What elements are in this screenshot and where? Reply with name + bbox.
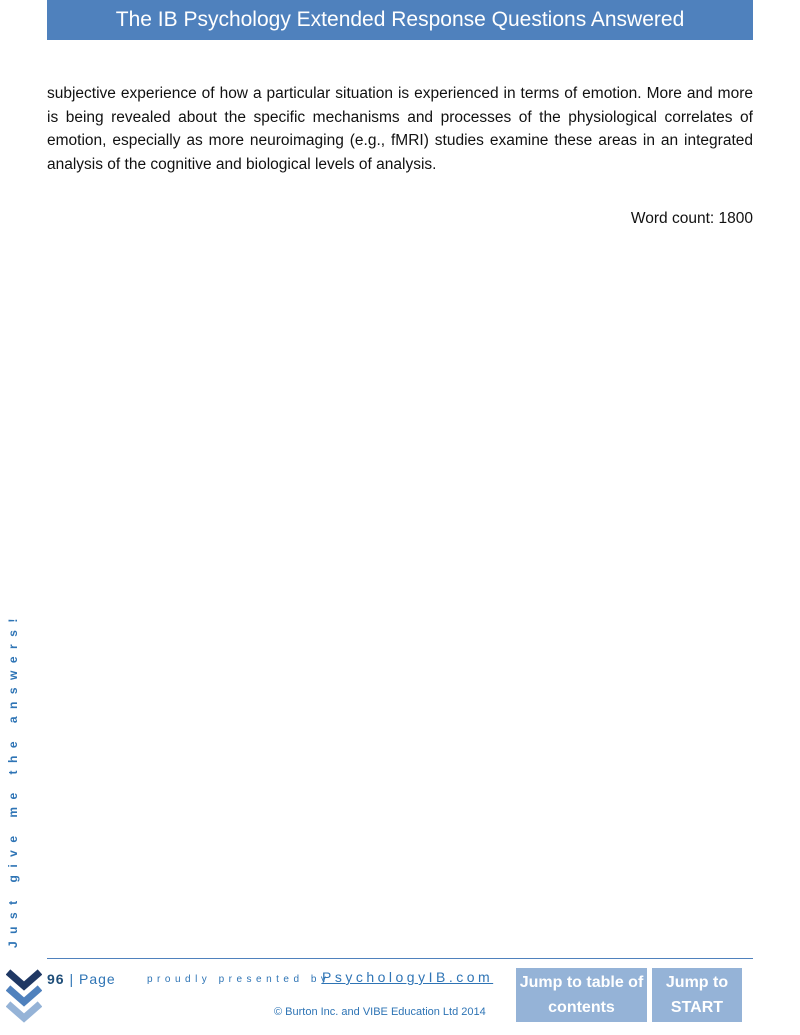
side-tagline: Just give me the answers! bbox=[6, 611, 20, 948]
word-count: Word count: 1800 bbox=[630, 210, 753, 227]
presented-by: proudly presented by bbox=[147, 974, 331, 985]
jump-to-toc-button[interactable]: Jump to table of contents bbox=[516, 968, 647, 1022]
site-link[interactable]: PsychologyIB.com bbox=[322, 969, 494, 985]
page-number-value: 96 bbox=[47, 971, 65, 987]
body-paragraph: subjective experience of how a particular situation is experienced in terms of emotion. More and more is being revealed about the specific mechanisms and processes of the physiological correlates of emotion, especially as more neuroimaging (e.g., fMRI) studies examine these areas in an integrated analysis of the cognitive and biological levels of analysis. bbox=[47, 85, 753, 173]
copyright: © Burton Inc. and VIBE Education Ltd 2014 bbox=[274, 1006, 486, 1018]
page-number bbox=[47, 971, 116, 987]
page-header: The IB Psychology Extended Response Questions Answered bbox=[47, 0, 753, 40]
page-label: | Page bbox=[69, 971, 116, 987]
footer-divider bbox=[47, 958, 753, 959]
chevrons-icon bbox=[6, 968, 42, 1024]
jump-to-start-button[interactable]: Jump to START bbox=[652, 968, 742, 1022]
